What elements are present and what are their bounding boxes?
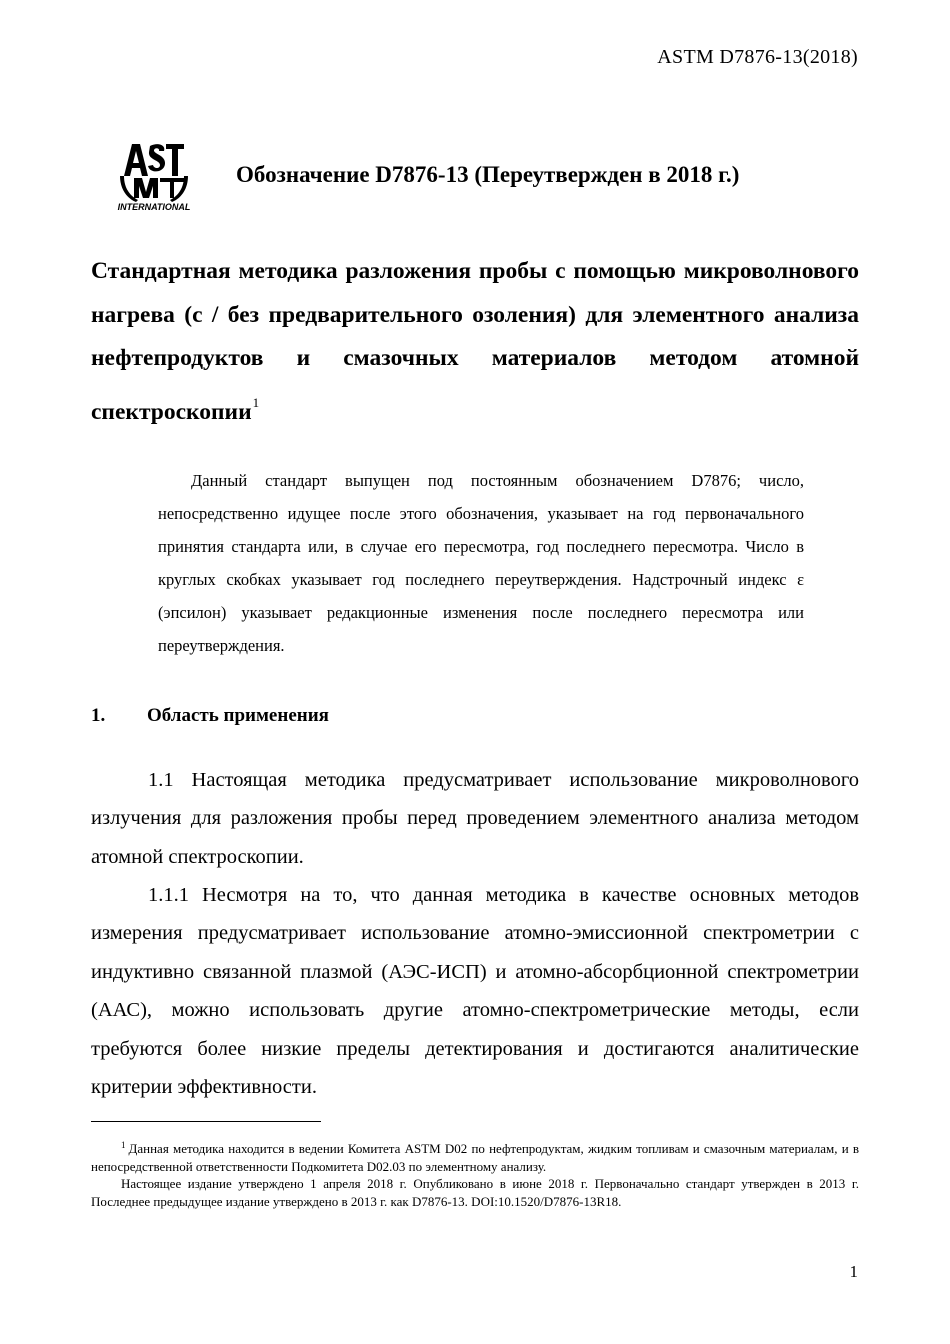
svg-text:INTERNATIONAL: INTERNATIONAL: [117, 202, 191, 212]
footnote-divider: [91, 1121, 321, 1122]
footnote-1-text: Данная методика находится в ведении Комитета ASTM D02 по нефтепродуктам, жидким топливам и смазочным материалам, и в непосредственной ответственности Подкомитета D02.03 по элементному анализу.: [91, 1141, 859, 1174]
page-number: 1: [849, 1262, 858, 1281]
document-code: ASTM D7876-13(2018): [657, 46, 858, 68]
section-number: 1.: [91, 705, 106, 726]
title-footnote-ref: 1: [252, 394, 260, 410]
document-title-text: Стандартная методика разложения пробы с помощью микроволнового нагрева (с / без предварительного озоления) для элементного анализа нефтепродуктов и смазочных материалов методом атомной спектроскопии: [91, 258, 859, 425]
astm-logo-icon: [112, 136, 196, 212]
standard-designation: Обозначение D7876-13 (Переутвержден в 2018 г.): [236, 162, 740, 187]
footnote-marker: 1: [121, 1140, 126, 1150]
standard-note: Данный стандарт выпущен под постоянным обозначением D7876; число, непосредственно идущее после этого обозначения, указывает на год первоначального принятия стандарта или, в случае его пересмотра, год последнего пересмотра. Число в круглых скобках указывает год последнего переутверждения. Надстрочный индекс ε (эпсилон) указывает редакционные изменения после последнего пересмотра или переутверждения.: [158, 471, 804, 655]
astm-logo: [112, 136, 196, 212]
document-title: [91, 250, 859, 434]
footnote-1: [91, 1137, 859, 1175]
footnote-2: Настоящее издание утверждено 1 апреля 2018 г. Опубликовано в июне 2018 г. Первоначально стандарт утвержден в 2013 г. Последнее предыдущее издание утверждено в 2013 г. как D7876-13. DOI:10.1520/D7876-13R18.: [91, 1176, 859, 1209]
paragraph-1-1-1: 1.1.1 Несмотря на то, что данная методика в качестве основных методов измерения предусматривает использование атомно-эмиссионной спектрометрии с индуктивно связанной плазмой (АЭС-ИСП) и атомно-абсорбционной спектрометрии (ААС), можно использовать другие атомно-спектрометрические методы, если требуются более низкие пределы детектирования и достигаются аналитические критерии эффективности.: [91, 884, 859, 1099]
section-heading: [91, 705, 329, 727]
section-title: Область применения: [147, 705, 329, 726]
paragraph-1-1: 1.1 Настоящая методика предусматривает использование микроволнового излучения для разложения пробы перед проведением элементного анализа методом атомной спектроскопии.: [91, 769, 859, 868]
